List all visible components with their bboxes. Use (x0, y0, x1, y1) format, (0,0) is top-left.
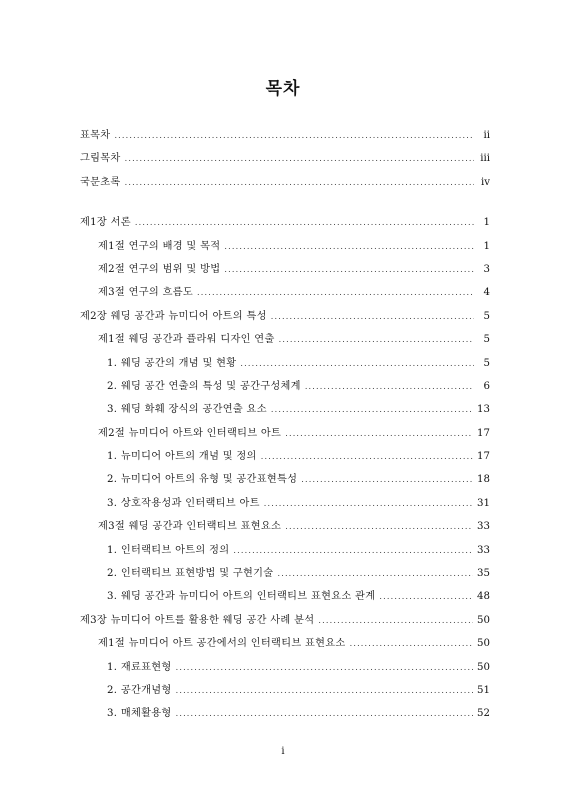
toc-entry-section[interactable] (80, 330, 490, 353)
toc-entry-label: 제2절 뉴미디어 아트와 인터랙티브 아트 (98, 427, 282, 439)
toc-entry-section[interactable] (80, 424, 490, 447)
toc-entry-page: 17 (477, 451, 490, 463)
page-title: 목차 (265, 79, 301, 99)
toc-entry-page: 31 (477, 497, 490, 509)
toc-leader-dots (176, 663, 473, 672)
toc-entry-page: 51 (477, 684, 490, 696)
toc-entry-list-of-tables[interactable] (80, 126, 490, 149)
toc-leader-dots (318, 616, 473, 625)
toc-leader-dots (224, 265, 474, 274)
toc-entry-label: 제3절 웨딩 공간과 인터랙티브 표현요소 (98, 521, 282, 533)
toc-leader-dots (379, 592, 473, 601)
toc-leader-dots (305, 382, 474, 391)
toc-entry-label: 2. 공간개념형 (107, 684, 172, 696)
toc-entry-subsection[interactable] (80, 541, 490, 564)
toc-leader-dots (125, 154, 474, 163)
toc-entry-subsection[interactable] (80, 564, 490, 587)
toc-leader-dots (301, 475, 473, 484)
toc-entry-subsection[interactable] (80, 400, 490, 423)
toc-entry-subsection[interactable] (80, 681, 490, 704)
toc-entry-page: 48 (477, 591, 490, 603)
toc-entry-label: 제1절 웨딩 공간과 플라워 디자인 연출 (98, 334, 275, 346)
toc-entry-page: 33 (477, 521, 490, 533)
toc-entry-page: iv (480, 176, 490, 188)
toc-entry-page: 3 (483, 263, 490, 275)
toc-entry-label: 3. 매체활용형 (107, 708, 172, 720)
toc-leader-dots (271, 312, 474, 321)
toc-entry-subsection[interactable] (80, 377, 490, 400)
toc-entry-label: 1. 뉴미디어 아트의 개념 및 정의 (107, 451, 257, 463)
toc-leader-dots (271, 405, 473, 414)
toc-entry-subsection[interactable] (80, 354, 490, 377)
toc-leader-dots (279, 335, 474, 344)
toc-leader-dots (233, 546, 473, 555)
toc-entry-chapter-3[interactable] (80, 611, 490, 634)
toc-entry-chapter-2[interactable] (80, 307, 490, 330)
toc-entry-section[interactable] (80, 634, 490, 657)
toc-entry-section[interactable] (80, 237, 490, 260)
toc-entry-page: 6 (483, 380, 490, 392)
toc-leader-dots (135, 218, 474, 227)
toc-entry-page: 18 (477, 474, 490, 486)
toc-entry-subsection[interactable] (80, 704, 490, 727)
toc-leader-dots (176, 709, 473, 718)
table-of-contents (80, 126, 490, 728)
toc-leader-dots (224, 242, 474, 251)
toc-entry-section[interactable] (80, 260, 490, 283)
toc-entry-chapter-1[interactable] (80, 213, 490, 236)
toc-leader-dots (176, 686, 473, 695)
toc-entry-label: 2. 웨딩 공간 연출의 특성 및 공간구성체계 (107, 380, 301, 392)
toc-entry-label: 1. 인터랙티브 아트의 정의 (107, 544, 230, 556)
toc-entry-label: 2. 뉴미디어 아트의 유형 및 공간표현특성 (107, 474, 298, 486)
toc-leader-dots (114, 131, 474, 140)
toc-entry-page: iii (480, 153, 490, 165)
toc-entry-section[interactable] (80, 283, 490, 306)
toc-entry-page: 17 (477, 427, 490, 439)
toc-leader-dots (285, 522, 473, 531)
toc-leader-dots (350, 639, 473, 648)
toc-leader-dots (277, 569, 473, 578)
toc-entry-label: 제1절 뉴미디어 아트 공간에서의 인터랙티브 표현요소 (98, 638, 346, 650)
toc-entry-subsection[interactable] (80, 470, 490, 493)
toc-entry-label: 제2절 연구의 범위 및 방법 (98, 263, 221, 275)
toc-entry-subsection[interactable] (80, 587, 490, 610)
toc-entry-label: 제3장 뉴미디어 아트를 활용한 웨딩 공간 사례 분석 (80, 614, 315, 626)
toc-entry-page: 1 (483, 240, 490, 252)
toc-entry-page: ii (483, 130, 490, 141)
toc-entry-label: 제2장 웨딩 공간과 뉴미디어 아트의 특성 (80, 310, 267, 322)
toc-entry-page: 50 (477, 614, 490, 626)
toc-leader-dots (197, 288, 474, 297)
toc-entry-page: 4 (483, 287, 490, 299)
toc-entry-label: 제3절 연구의 흐름도 (98, 287, 193, 299)
toc-entry-page: 5 (483, 357, 490, 369)
toc-entry-section[interactable] (80, 517, 490, 540)
toc-entry-label: 1. 재료표현형 (107, 661, 172, 673)
toc-entry-label: 2. 인터랙티브 표현방법 및 구현기술 (107, 568, 274, 580)
toc-entry-label: 3. 웨딩 화훼 장식의 공간연출 요소 (107, 404, 267, 416)
toc-leader-dots (264, 499, 473, 508)
toc-entry-label: 표목차 (80, 130, 111, 141)
toc-entry-label: 3. 상호작용성과 인터랙티브 아트 (107, 497, 260, 509)
toc-entry-subsection[interactable] (80, 494, 490, 517)
toc-entry-page: 52 (477, 708, 490, 720)
toc-entry-page: 35 (477, 568, 490, 580)
toc-entry-page: 50 (477, 638, 490, 650)
toc-entry-label: 제1장 서론 (80, 217, 131, 229)
toc-leader-dots (125, 178, 474, 187)
toc-entry-label: 국문초록 (80, 176, 121, 188)
toc-entry-label: 3. 웨딩 공간과 뉴미디어 아트의 인터랙티브 표현요소 관계 (107, 591, 376, 603)
toc-entry-abstract[interactable] (80, 173, 490, 196)
toc-entry-page: 5 (483, 334, 490, 346)
toc-leader-dots (240, 359, 474, 368)
toc-entry-page: 50 (477, 661, 490, 673)
toc-entry-page: 13 (477, 404, 490, 416)
toc-entry-subsection[interactable] (80, 447, 490, 470)
toc-entry-subsection[interactable] (80, 658, 490, 681)
page-number: i (281, 746, 285, 757)
toc-entry-list-of-figures[interactable] (80, 149, 490, 172)
toc-leader-dots (285, 429, 473, 438)
toc-entry-label: 제1절 연구의 배경 및 목적 (98, 240, 221, 252)
toc-entry-label: 그림목차 (80, 153, 121, 165)
toc-entry-page: 1 (483, 217, 490, 229)
toc-entry-label: 1. 웨딩 공간의 개념 및 현황 (107, 357, 237, 369)
toc-entry-page: 5 (483, 310, 490, 322)
toc-entry-page: 33 (477, 544, 490, 556)
toc-leader-dots (261, 452, 473, 461)
